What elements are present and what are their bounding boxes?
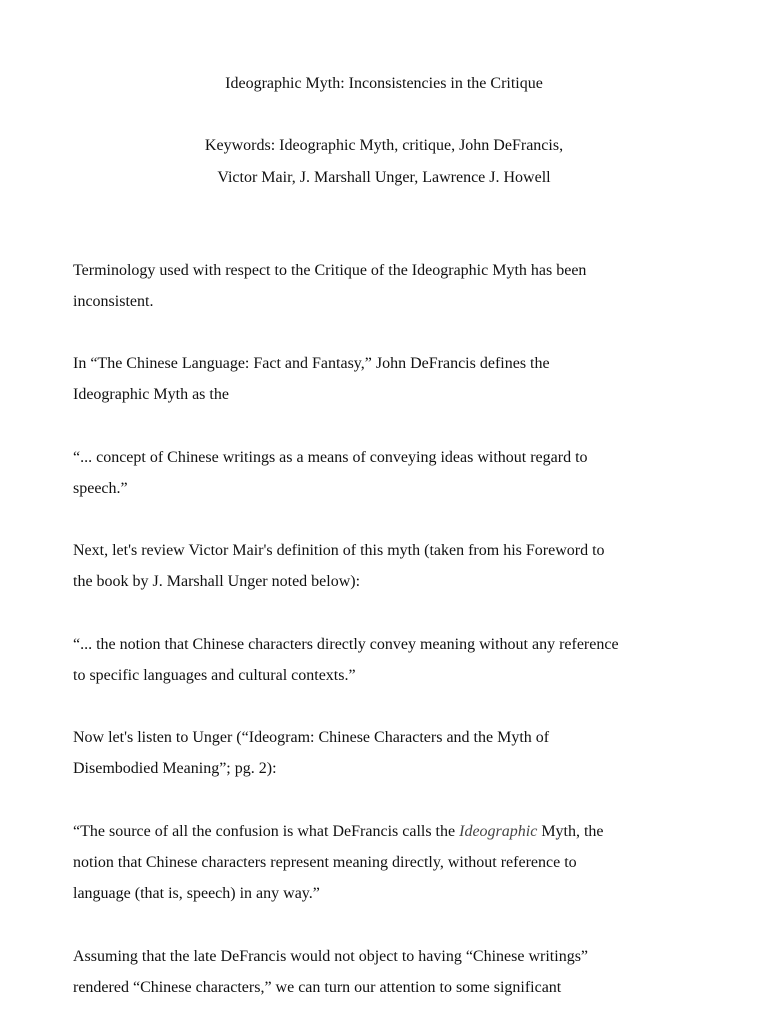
paragraph-line: speech.”	[73, 480, 128, 497]
paragraph-line: inconsistent.	[73, 293, 154, 310]
paragraph-line: Terminology used with respect to the Critique of the Ideographic Myth has been	[73, 262, 587, 279]
quote-mair	[73, 629, 733, 691]
paragraph-line: “... the notion that Chinese characters directly convey meaning without any reference	[73, 636, 619, 653]
paragraph-line: to specific languages and cultural contexts.”	[73, 667, 356, 684]
paragraph-line: In “The Chinese Language: Fact and Fantasy,” John DeFrancis defines the	[73, 355, 550, 372]
paragraph-line: language (that is, speech) in any way.”	[73, 885, 320, 902]
quote-unger	[73, 816, 733, 909]
keywords-line-1: Keywords: Ideographic Myth, critique, John DeFrancis,	[204, 137, 564, 154]
paragraph-line: Now let's listen to Unger (“Ideogram: Chinese Characters and the Myth of	[73, 729, 550, 746]
paragraph-line: Assuming that the late DeFrancis would not object to having “Chinese writings”	[73, 948, 589, 965]
paragraph-line: Next, let's review Victor Mair's definition of this myth (taken from his Foreword to	[73, 542, 605, 559]
paragraph-1	[73, 255, 733, 317]
emphasis-ideographic: Ideographic	[459, 823, 538, 840]
paragraph-3	[73, 535, 733, 597]
paragraph-line: “... concept of Chinese writings as a means of conveying ideas without regard to	[73, 449, 588, 466]
quote-text: Myth, the	[537, 823, 604, 840]
paragraph-5	[73, 941, 733, 1003]
document-title: Ideographic Myth: Inconsistencies in the Critique	[225, 75, 543, 92]
paragraph-2	[73, 348, 733, 410]
paragraph-line: Disembodied Meaning”; pg. 2):	[73, 760, 277, 777]
keywords-line-2: Victor Mair, J. Marshall Unger, Lawrence J. Howell	[217, 169, 551, 186]
paragraph-line	[73, 816, 733, 847]
quote-text: “The source of all the confusion is what DeFrancis calls the	[73, 823, 460, 840]
paragraph-line: the book by J. Marshall Unger noted below):	[73, 573, 361, 590]
paragraph-line: Ideographic Myth as the	[73, 386, 229, 403]
paragraph-line: rendered “Chinese characters,” we can turn our attention to some significant	[73, 979, 562, 996]
paragraph-line: notion that Chinese characters represent meaning directly, without reference to	[73, 854, 577, 871]
paragraph-4	[73, 722, 733, 784]
quote-defrancis	[73, 442, 733, 504]
